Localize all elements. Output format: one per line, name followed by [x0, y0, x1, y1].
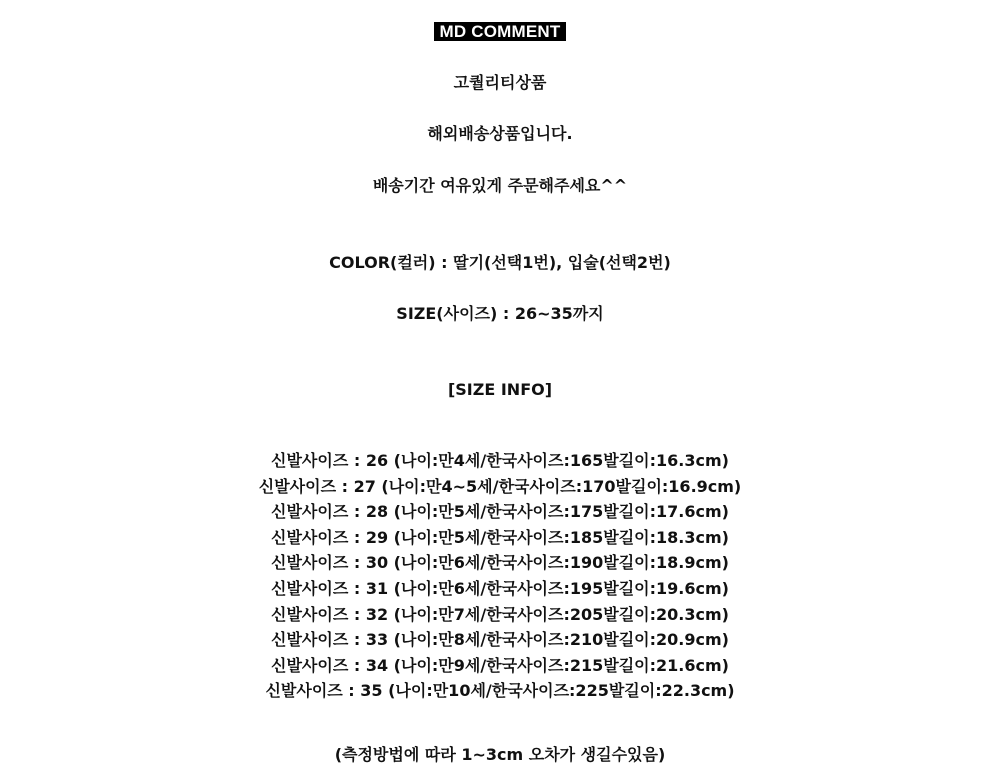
size-row: 신발사이즈 : 29 (나이:만5세/한국사이즈:185발길이:18.3cm)	[271, 527, 729, 547]
size-row: 신발사이즈 : 30 (나이:만6세/한국사이즈:190발길이:18.9cm)	[271, 553, 729, 573]
size-info-title: [SIZE INFO]	[447, 380, 553, 399]
measurement-note: (측정방법에 따라 1~3cm 오차가 생길수있음)	[334, 745, 666, 764]
intro-shipping-period-text: 배송기간 여유있게 주문해주세요^^	[372, 176, 628, 195]
md-comment-header	[0, 22, 1000, 41]
intro-quality-text: 고퀄리티상품	[453, 73, 547, 92]
md-comment-badge: MD COMMENT	[434, 22, 567, 41]
size-row: 신발사이즈 : 26 (나이:만4세/한국사이즈:165발길이:16.3cm)	[271, 451, 729, 470]
size-row: 신발사이즈 : 31 (나이:만6세/한국사이즈:195발길이:19.6cm)	[271, 578, 729, 598]
size-info-list	[0, 450, 1000, 706]
size-row: 신발사이즈 : 32 (나이:만7세/한국사이즈:205발길이:20.3cm)	[271, 604, 729, 624]
intro-overseas-shipping-text: 해외배송상품입니다.	[427, 124, 573, 143]
size-row: 신발사이즈 : 28 (나이:만5세/한국사이즈:175발길이:17.6cm)	[271, 502, 729, 522]
size-row: 신발사이즈 : 34 (나이:만9세/한국사이즈:215발길이:21.6cm)	[271, 655, 729, 675]
size-row: 신발사이즈 : 35 (나이:만10세/한국사이즈:225발길이:22.3cm)	[265, 681, 735, 701]
size-spec-text: SIZE(사이즈) : 26~35까지	[396, 304, 604, 323]
color-spec-text: COLOR(컬러) : 딸기(선택1번), 입술(선택2번)	[329, 253, 671, 272]
size-row: 신발사이즈 : 33 (나이:만8세/한국사이즈:210발길이:20.9cm)	[271, 630, 729, 650]
size-row: 신발사이즈 : 27 (나이:만4~5세/한국사이즈:170발길이:16.9cm)	[258, 476, 742, 496]
